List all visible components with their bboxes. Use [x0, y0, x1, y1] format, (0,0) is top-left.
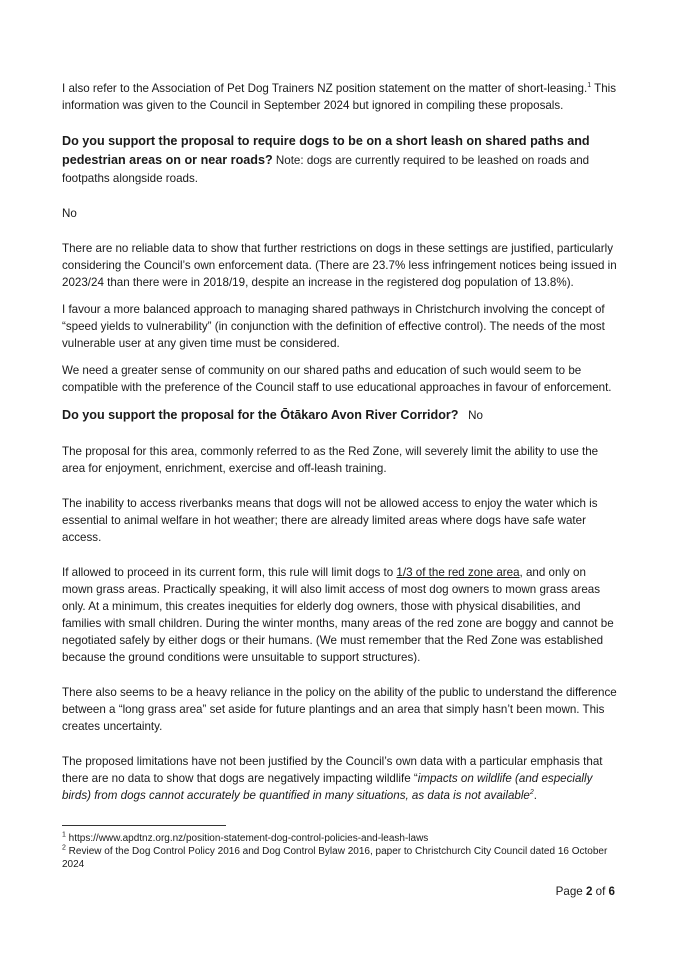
paragraph-limits [62, 564, 618, 666]
paragraph-text: The proposed limitations have not been justified by the Council’s own data with a particular emphasis that there are no data to show that dogs are negatively impacting wildlife “ [62, 755, 603, 785]
underlined-text: 1/3 of the red zone area [396, 566, 520, 579]
paragraph-speed-yields: I favour a more balanced approach to managing shared pathways in Christchurch involving the concept of “speed yields to vulnerability” (in conjunction with the definition of effective control). The needs of the most vulnerable user at any given time must be considered. [62, 303, 605, 350]
paragraph-long-grass: There also seems to be a heavy reliance in the policy on the ability of the public to understand the difference between a “long grass area” set aside for future plantings and an area that simply hasn’t been mown. This creates uncertainty. [62, 686, 617, 733]
page-number [556, 885, 615, 898]
footnote-divider [62, 825, 226, 826]
question-red-zone [62, 406, 618, 425]
question-short-leash [62, 132, 618, 187]
paragraph-enforcement-data: There are no reliable data to show that further restrictions on dogs in these settings are justified, particularly considering the Council’s own enforcement data. (There are 23.7% less infringement notices being issued in 2023/24 than there were in 2018/19, despite an increase in the registered dog population of 13.8%). [62, 242, 617, 289]
footnotes [62, 832, 618, 871]
footnote-1 [62, 832, 618, 845]
paragraph-text: If allowed to proceed in its current form, this rule will limit dogs to [62, 566, 397, 579]
footnote-number: 1 [62, 831, 66, 839]
footnote-ref-2: 2 [529, 789, 534, 797]
page-label: Page [555, 885, 586, 898]
body-content [62, 80, 618, 804]
paragraph-riverbanks: The inability to access riverbanks means that dogs will not be allowed access to enjoy the water which is essential to animal welfare in hot weather; there are already limited areas where dogs have safe water access. [62, 497, 598, 544]
paragraph-text: This information was given to the Council in September 2024 but ignored in compiling these proposals. [62, 82, 617, 112]
quoted-text: impacts on wildlife (and especially birds) from dogs cannot accurately be quantified in many situations, as data is not available [62, 772, 593, 802]
answer-no: No [62, 207, 77, 220]
paragraph-text: . [533, 789, 538, 802]
paragraph-apdt [62, 80, 618, 114]
question-note: Note: dogs are currently required to be leashed on roads and footpaths alongside roads. [62, 154, 590, 185]
question-heading: Do you support the proposal for the Ōtākaro Avon River Corridor? [62, 408, 459, 422]
footnote-text: Review of the Dog Control Policy 2016 and Dog Control Bylaw 2016, paper to Christchurch City Council dated 16 October 2024 [62, 846, 608, 870]
footnote-text: https://www.apdtnz.org.nz/position-statement-dog-control-policies-and-leash-laws [65, 833, 429, 844]
question-heading: Do you support the proposal to require dogs to be on a short leash on shared paths and pedestrian areas on or near roads? [62, 134, 590, 167]
total-pages: 6 [608, 885, 615, 898]
footnote-2 [62, 845, 618, 871]
paragraph-community: We need a greater sense of community on our shared paths and education of such would seem to be compatible with the preference of the Council staff to use educational approaches in favour of enforcement. [62, 364, 612, 394]
footnote-ref-1: 1 [587, 82, 592, 90]
answer-no: No [468, 409, 483, 422]
current-page: 2 [585, 885, 593, 898]
of-label: of [592, 885, 609, 898]
footnote-number: 2 [62, 844, 66, 852]
paragraph-wildlife [62, 753, 618, 804]
paragraph-red-zone: The proposal for this area, commonly referred to as the Red Zone, will severely limit the ability to use the area for enjoyment, enrichment, exercise and off-leash training. [62, 445, 599, 475]
paragraph-text: , and only on mown grass areas. Practically speaking, it will also limit access of most dog owners to mown grass areas only. At a minimum, this creates inequities for elderly dog owners, those with physical disabilities, and families with small children. During the winter months, many areas of the red zone are boggy and cannot be negotiated safely by either dogs or their humans. (We must remember that the Red Zone was established because the ground conditions were unsuitable to support structures). [62, 566, 614, 664]
paragraph-text: I also refer to the Association of Pet Dog Trainers NZ position statement on the matter of short-leasing. [62, 82, 588, 95]
